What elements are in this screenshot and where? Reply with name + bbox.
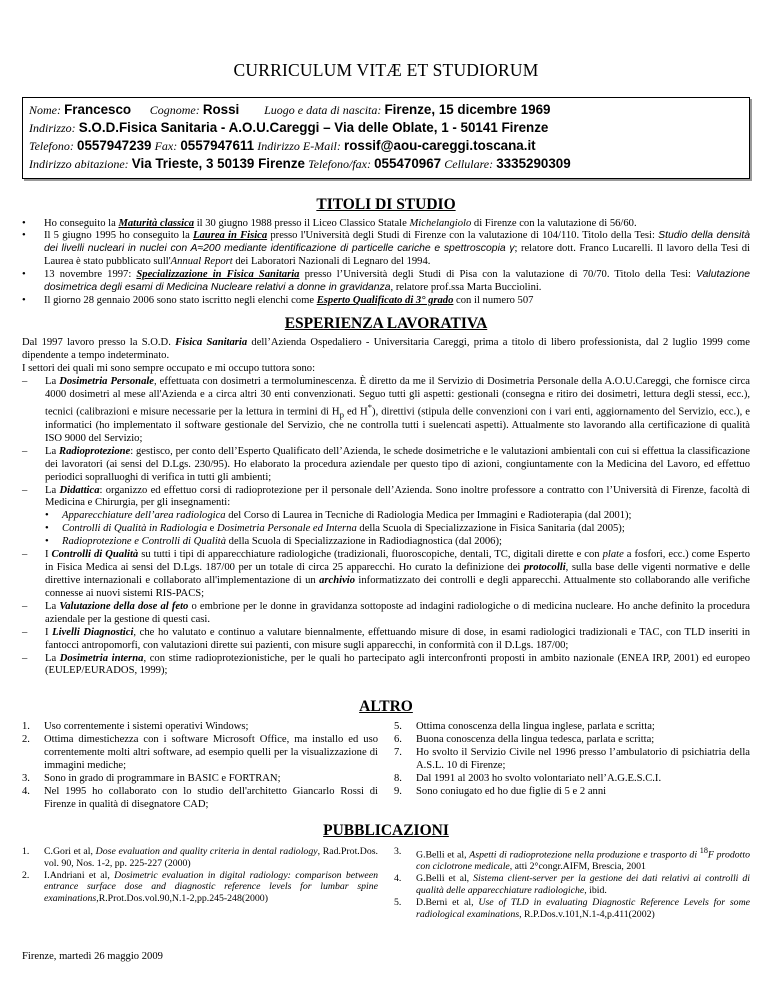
altro-list-right [394, 721, 750, 811]
list-item: 2. I.Andriani et al, Dosimetric evaluation in digital radiology: comparison between entrance surface dose and diagnostic reference levels for lumbar spine examinations,R.Prot.Dos.vol.90,N.1-2,pp.245-248(2000) [22, 869, 378, 905]
pubblicazioni-columns [22, 846, 750, 921]
altro-heading: ALTRO [359, 698, 413, 716]
list-item: 1. C.Gori et al, Dose evaluation and quality criteria in dental radiology, Rad.Prot.Dos. vol. 90, Nos. 1-2, pp. 225-227 (2000) [22, 845, 378, 869]
fax: 0557947611 [180, 138, 255, 153]
list-item: 7. Ho svolto il Servizio Civile nel 1996 presso l’ambulatorio di psichiatria della A.S.L. 10 di Firenze; [394, 747, 750, 772]
first-name: Francesco [64, 102, 132, 118]
list-item: 4. Nel 1995 ho collaborato con lo studio dell'architetto Giancarlo Rossi di Firenze in qualità di disegnatore CAD; [22, 785, 378, 810]
list-item: – La Dosimetria interna, con stime radioprotezionistiche, per le quali ho partecipato agli interconfronti proposti in ambito nazionale (ENEA IRP, 2001) ed europeo (EULEP/EURADOS, 1999); [22, 653, 750, 679]
list-item: • Il 5 giugno 1995 ho conseguito la Laurea in Fisica presso l'Università degli Studi di Firenze con la valutazione di 104/110. Titolo della Tesi: Studio della densità dei livelli nucleari in nuclei con A≈200 mediante identificazione di particelle cariche e spettroscopia γ; relatore dott. Franco Lucarelli. Il lavoro della Tesi di Laurea è stato pubblicato sull'Annual Report dei Laboratori Nazionali di Legnaro del 1994. [22, 230, 750, 269]
list-item: – La Didattica: organizzo ed effettuo corsi di radioprotezione per il personale dell’Azienda. Sono inoltre professore a contratto con l’Università di Firenze, facoltà di Medicina e Chirurgia, per gli insegnamenti: • Apparecchiature dell’area radiologica del Corso di Laurea in Tecniche di Radiologia Medica per Immagini e Radioterapia (dal 2001); • Controlli di Qualità in Radiologia e Dosimetria Personale ed Interna della Scuola di Specializzazione in Fisica Sanitaria (dal 2005); • Radioprotezione e Controlli di Qualità della Scuola di Specializzazione in Radiodiagnostica (dal 2006); [22, 485, 750, 550]
list-item: 1. Uso correntemente i sistemi operativi Windows; [22, 721, 249, 733]
list-item: – I Controlli di Qualità su tutti i tipi di apparecchiature radiologiche (tradizionali, fluoroscopiche, dentali, TC, digitali dirette e con plate a fosfori, ecc.) come Esperto in Fisica Medica ai sensi del D.Lgs. 187/00 per un totale di circa 25 apparecchi. Ho curato la definizione dei protocolli, sulla base delle vigenti normative e delle direttive internazionali e collaborato all'implementazione di un archivio informatizzato dei controlli e degli apparecchi. Attualmente sto collaborando alle verifiche connesse ai nuovi sistemi RIS-PACS; [22, 549, 750, 601]
list-item: 5. Ottima conoscenza della lingua inglese, parlata e scritta; [394, 721, 655, 733]
list-item: • Radioprotezione e Controlli di Qualità della Scuola di Specializzazione in Radiodiagnostica (dal 2006); [45, 536, 750, 549]
list-item: 3. Sono in grado di programmare in BASIC e FORTRAN; [22, 772, 281, 784]
esperienza-heading: ESPERIENZA LAVORATIVA [284, 315, 488, 333]
list-item: – La Radioprotezione: gestisco, per conto dell’Esperto Qualificato dell’Azienda, le schede dosimetriche e le valutazioni ambientali con cui si effettua la classificazione dei lavoratori (ai sensi del D.Lgs. 230/95). Ho elaborato la procedura aziendale per questo tipo di azioni, congiuntamente con la Medicina del Lavoro, ed effettuo periodici sopralluoghi di verifica in tutti gli ambienti; [22, 446, 750, 485]
last-name: Rossi [202, 102, 240, 118]
altro-list-left [22, 721, 378, 811]
list-item: • Apparecchiature dell’area radiologica del Corso di Laurea in Tecniche di Radiologia Medica per Immagini e Radioterapia (dal 2001); [45, 510, 750, 523]
pubblicazioni-list-right [394, 846, 750, 921]
home-address: Via Trieste, 3 50139 Firenze [131, 155, 305, 171]
altro-columns [22, 721, 750, 811]
esperienza-list [22, 376, 750, 679]
home-phone: 055470967 [374, 155, 442, 171]
titoli-heading: TITOLI DI STUDIO [316, 195, 456, 213]
document-title: CURRICULUM VITÆ ET STUDIORUM [233, 60, 539, 80]
list-item: – I Livelli Diagnostici, che ho valutato e continuo a valutare biennalmente, effettuando misure di dose, in esami radiologici tradizionali e TAC, con TLD inseriti in fantocci antropomorfi, con valutazioni dirette sui pazienti, con misure sugli apparecchi, in conformità con il D.Lgs. 187/00; [22, 627, 750, 653]
list-item: 8. Dal 1991 al 2003 ho svolto volontariato nell’A.G.E.S.C.I. [394, 772, 662, 784]
mobile-phone: 3335290309 [496, 155, 571, 171]
personal-info-box [22, 97, 750, 178]
list-item: • Ho conseguito la Maturità classica il 30 giugno 1988 presso il Liceo Classico Statale Michelangiolo di Firenze con la valutazione di 56/60. [22, 218, 750, 231]
list-item: 9. Sono coniugato ed ho due figlie di 5 e 2 anni [394, 785, 607, 797]
personal-line-1: Nome: Francesco Cognome: Rossi Luogo e data di nascita: Firenze, 15 dicembre 1969 [29, 102, 551, 118]
personal-line-3: Telefono: 0557947239 Fax: 0557947611 Indirizzo E-Mail: rossif@aou-careggi.toscana.it [29, 138, 536, 153]
personal-line-2: Indirizzo: S.O.D.Fisica Sanitaria - A.O.U.Careggi – Via delle Oblate, 1 - 50141 Firenze [29, 120, 549, 136]
pubblicazioni-list-left [22, 846, 378, 921]
cv-page [22, 0, 750, 963]
list-item: 4. G.Belli et al, Sistema client-server per la gestione dei dati relativi ai controlli di qualità delle apparecchiature radiologiche, ibid. [394, 872, 750, 896]
esperienza-intro: Dal 1997 lavoro presso la S.O.D. Fisica Sanitaria dell’Azienda Ospedaliero - Universitaria Careggi, prima a titolo di libero professionista, dal 2 luglio 1999 come dipendente a tempo indeterminato. [22, 336, 750, 361]
list-item: – La Dosimetria Personale, effettuata con dosimetri a termoluminescenza. È diretto da me il Servizio di Dosimetria Personale della A.O.U.Careggi, che fornisce circa 4000 dosimetri al mese all'Azienda e a circa altri 30 enti convenzionati. Seguo tutti gli aspetti: gestionali (consegna e ritiro dei dosimetri, lettura degli stessi, ecc.), tecnici (calibrazioni e misure necessarie per la lettura in termini di $H_p$ ed H*), direttivi (stipula delle convenzioni con i vari enti, aggiornamento del Servizio, ecc.), e informatici (ho implementato il software gestionale del Servizio, che ne controlla tutti i suelencati aspetti). Attualmente sto lavorando alla certificazione di qualità ISO 9000 del Servizio; [22, 376, 750, 446]
list-item: • Il giorno 28 gennaio 2006 sono stato iscritto negli elenchi come Esperto Qualificato di 3° grado con il numero 507 [22, 295, 750, 308]
esperienza-intro-2: I settori dei quali mi sono sempre occupato e mi occupo tuttora sono: [22, 362, 316, 374]
titoli-list [22, 218, 750, 308]
list-item: 3. G.Belli et al, Aspetti di radioprotezione nella produzione e trasporto di $^{18}$F prodotto con ciclotrone medicale, atti 2°congr.AIFM, Brescia, 2001 [394, 845, 750, 872]
list-item: 6. Buona conoscenza della lingua tedesca, parlata e scritta; [394, 734, 655, 746]
didattica-sublist [45, 510, 750, 549]
list-item: • Controlli di Qualità in Radiologia e Dosimetria Personale ed Interna della Scuola di Specializzazione in Fisica Sanitaria (dal 2005); [45, 523, 750, 536]
phone: 0557947239 [77, 138, 152, 153]
list-item: – La Valutazione della dose al feto o embrione per le donne in gravidanza sottoposte ad indagini radiologiche o di medicina nucleare. Ho anche definito la procedura aziendale per la gestione di questi casi. [22, 601, 750, 627]
pubblicazioni-heading: PUBBLICAZIONI [323, 821, 449, 839]
list-item: • 13 novembre 1997: Specializzazione in Fisica Sanitaria presso l’Università degli Studi di Pisa con la valutazione di 70/70. Titolo della Tesi: Valutazione dosimetrica degli esami di Medicina Nucleare relativi a donne in gravidanza, relatore prof.ssa Marta Bucciolini. [22, 269, 750, 295]
personal-line-4: Indirizzo abitazione: Via Trieste, 3 50139 Firenze Telefono/fax: 055470967 Cellulare: 3335290309 [29, 155, 571, 171]
list-item: 2. Ottima dimestichezza con i software Microsoft Office, ma installo ed uso correntemente molti altri software, ad esempio quelli per la visualizzazione di immagini mediche; [22, 734, 378, 772]
footer-date: Firenze, martedì 26 maggio 2009 [22, 950, 163, 962]
work-address: S.O.D.Fisica Sanitaria - A.O.U.Careggi – Via delle Oblate, 1 - 50141 Firenze [78, 120, 549, 136]
email-link[interactable]: rossif@aou-careggi.toscana.it [343, 138, 536, 153]
birth-info: Firenze, 15 dicembre 1969 [384, 102, 551, 118]
list-item: 5. D.Berni et al, Use of TLD in evaluating Diagnostic Reference Levels for some radiological examinations, R.P.Dos.v.101,N.1-4,p.411(2002) [394, 896, 751, 920]
